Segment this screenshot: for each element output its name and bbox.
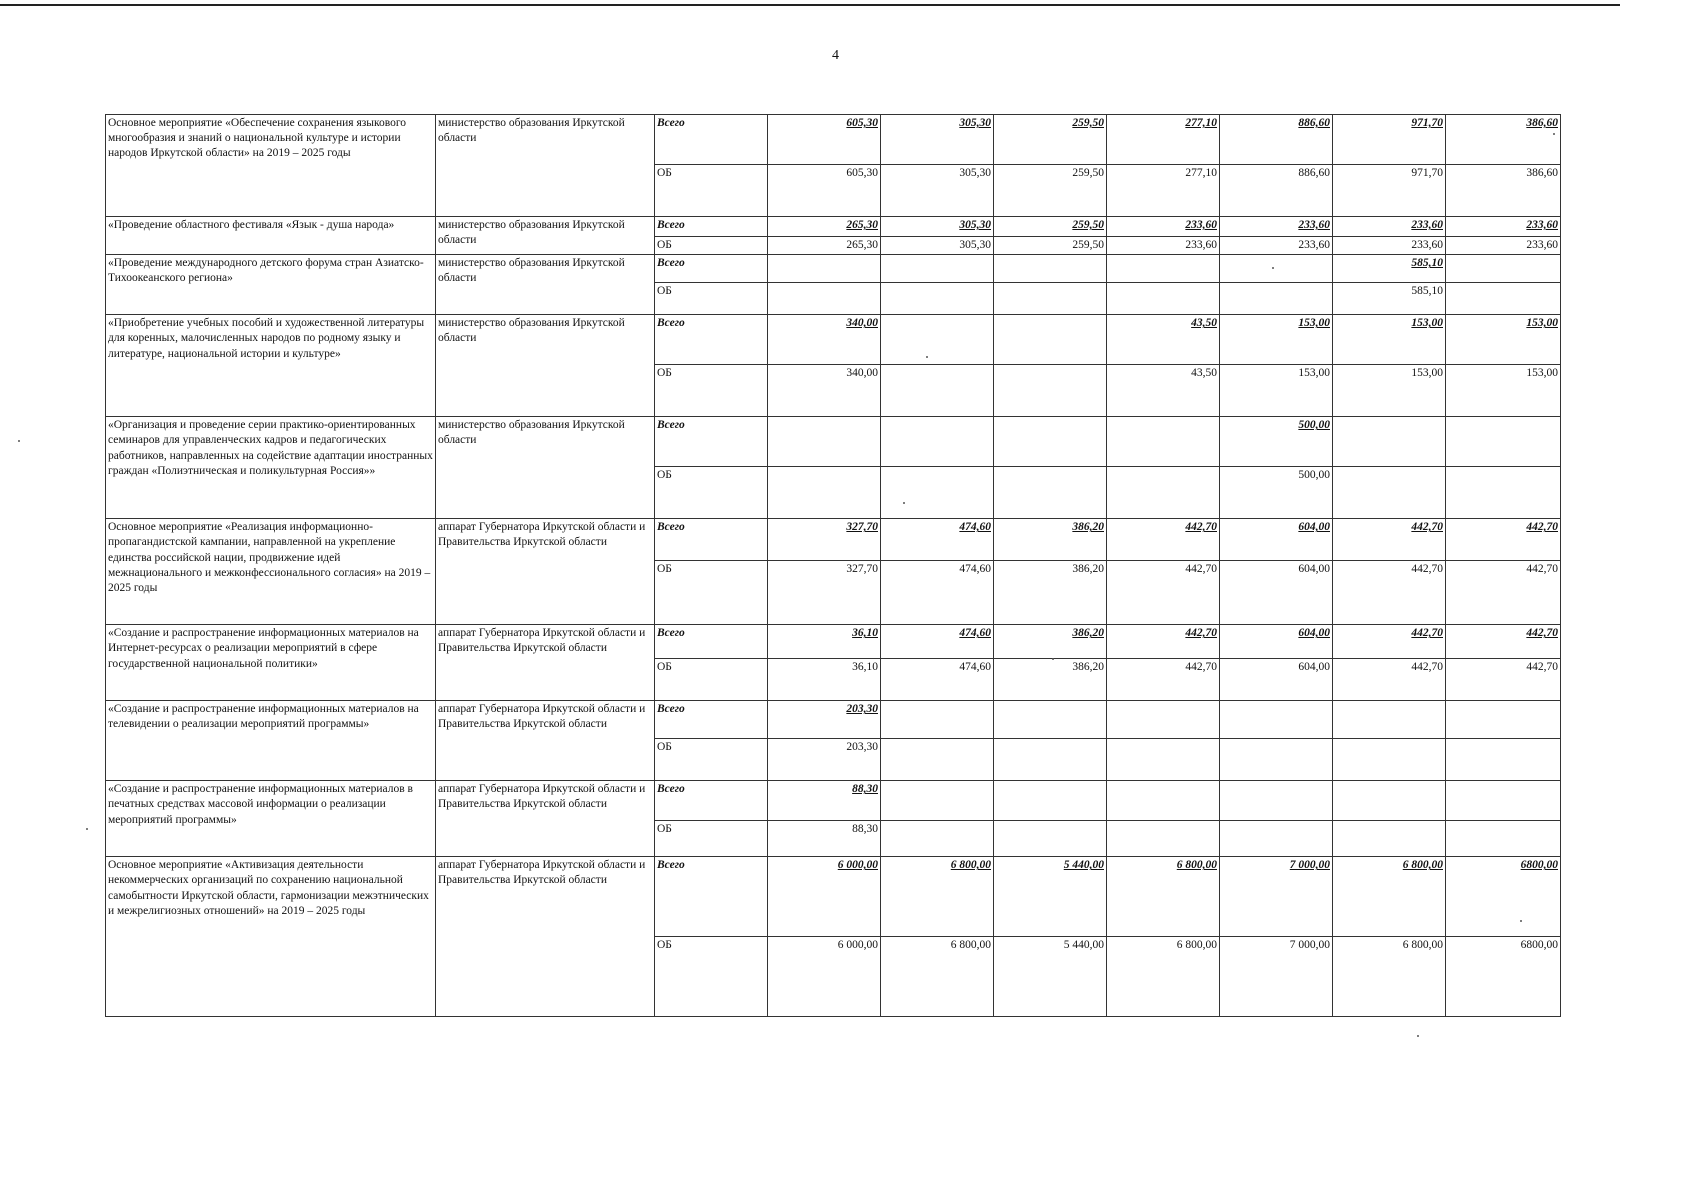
table-body bbox=[106, 115, 1561, 1017]
table-row bbox=[106, 701, 1561, 739]
ob-amount-cell: 153,00 bbox=[1220, 365, 1333, 417]
total-amount-cell bbox=[1333, 701, 1446, 739]
total-amount-cell: 305,30 bbox=[881, 115, 994, 165]
total-amount-cell: 265,30 bbox=[768, 217, 881, 237]
ob-amount-cell: 500,00 bbox=[1220, 467, 1333, 519]
total-amount-cell: 474,60 bbox=[881, 519, 994, 561]
total-amount-cell: 585,10 bbox=[1333, 255, 1446, 283]
total-amount-cell: 6 800,00 bbox=[1333, 857, 1446, 937]
ob-amount-cell: 305,30 bbox=[881, 165, 994, 217]
executor: министерство образования Иркутской области bbox=[436, 255, 655, 315]
activity-name: Основное мероприятие «Реализация информационно-пропагандистской кампании, направленной на укрепление единства российской нации, продвижение идей межнационального и межконфессионального согласия» на 2019 – 2025 годы bbox=[106, 519, 436, 625]
ob-amount-cell: 442,70 bbox=[1446, 659, 1561, 701]
total-amount-cell: 88,30 bbox=[768, 781, 881, 821]
ob-amount-cell: 604,00 bbox=[1220, 561, 1333, 625]
ob-amount-cell: 386,20 bbox=[994, 659, 1107, 701]
ob-amount-cell: 36,10 bbox=[768, 659, 881, 701]
table-row bbox=[106, 857, 1561, 937]
total-amount-cell: 203,30 bbox=[768, 701, 881, 739]
funding-source-total-label: Всего bbox=[655, 115, 768, 165]
table-row bbox=[106, 115, 1561, 165]
ob-amount-cell: 7 000,00 bbox=[1220, 937, 1333, 1017]
ob-amount-cell bbox=[768, 467, 881, 519]
ob-amount-cell: 259,50 bbox=[994, 237, 1107, 255]
total-amount-cell bbox=[994, 781, 1107, 821]
funding-source-total-label: Всего bbox=[655, 701, 768, 739]
total-amount-cell: 442,70 bbox=[1333, 625, 1446, 659]
ob-amount-cell: 6 800,00 bbox=[1107, 937, 1220, 1017]
ob-amount-cell: 340,00 bbox=[768, 365, 881, 417]
total-amount-cell: 886,60 bbox=[1220, 115, 1333, 165]
executor: аппарат Губернатора Иркутской области и Правительства Иркутской области bbox=[436, 625, 655, 701]
ob-amount-cell bbox=[881, 739, 994, 781]
activity-name: «Создание и распространение информационных материалов в печатных средствах массовой информации о реализации мероприятий программы» bbox=[106, 781, 436, 857]
total-amount-cell: 6800,00 bbox=[1446, 857, 1561, 937]
ob-amount-cell bbox=[1446, 467, 1561, 519]
total-amount-cell: 7 000,00 bbox=[1220, 857, 1333, 937]
total-amount-cell: 442,70 bbox=[1333, 519, 1446, 561]
ob-amount-cell bbox=[1220, 739, 1333, 781]
ob-amount-cell: 386,20 bbox=[994, 561, 1107, 625]
ob-amount-cell bbox=[1220, 283, 1333, 315]
ob-amount-cell bbox=[881, 467, 994, 519]
total-amount-cell: 386,60 bbox=[1446, 115, 1561, 165]
total-amount-cell bbox=[1220, 701, 1333, 739]
funding-source-total-label: Всего bbox=[655, 781, 768, 821]
total-amount-cell: 442,70 bbox=[1107, 519, 1220, 561]
total-amount-cell: 36,10 bbox=[768, 625, 881, 659]
budget-table bbox=[105, 114, 1561, 1017]
ob-amount-cell bbox=[1446, 821, 1561, 857]
activity-name: «Создание и распространение информационных материалов на Интернет-ресурсах о реализации мероприятий в сфере государственной национальной политики» bbox=[106, 625, 436, 701]
total-amount-cell bbox=[1333, 417, 1446, 467]
ob-amount-cell: 442,70 bbox=[1333, 659, 1446, 701]
total-amount-cell: 259,50 bbox=[994, 115, 1107, 165]
funding-source-ob-label: ОБ bbox=[655, 165, 768, 217]
ob-amount-cell bbox=[1333, 739, 1446, 781]
funding-source-total-label: Всего bbox=[655, 857, 768, 937]
funding-source-total-label: Всего bbox=[655, 315, 768, 365]
total-amount-cell: 153,00 bbox=[1333, 315, 1446, 365]
funding-source-ob-label: ОБ bbox=[655, 283, 768, 315]
top-rule bbox=[0, 4, 1620, 6]
ob-amount-cell bbox=[1446, 283, 1561, 315]
total-amount-cell bbox=[1107, 255, 1220, 283]
funding-source-ob-label: ОБ bbox=[655, 561, 768, 625]
ob-amount-cell: 233,60 bbox=[1333, 237, 1446, 255]
funding-source-ob-label: ОБ bbox=[655, 821, 768, 857]
table-row bbox=[106, 417, 1561, 467]
total-amount-cell: 233,60 bbox=[1220, 217, 1333, 237]
ob-amount-cell: 305,30 bbox=[881, 237, 994, 255]
total-amount-cell bbox=[1446, 701, 1561, 739]
ob-amount-cell bbox=[994, 467, 1107, 519]
ob-amount-cell: 442,70 bbox=[1333, 561, 1446, 625]
ob-amount-cell: 6 000,00 bbox=[768, 937, 881, 1017]
funding-source-total-label: Всего bbox=[655, 217, 768, 237]
ob-amount-cell bbox=[1220, 821, 1333, 857]
activity-name: «Проведение областного фестиваля «Язык - душа народа» bbox=[106, 217, 436, 255]
total-amount-cell: 442,70 bbox=[1107, 625, 1220, 659]
executor: аппарат Губернатора Иркутской области и Правительства Иркутской области bbox=[436, 701, 655, 781]
ob-amount-cell: 442,70 bbox=[1107, 561, 1220, 625]
funding-source-ob-label: ОБ bbox=[655, 237, 768, 255]
executor: министерство образования Иркутской области bbox=[436, 315, 655, 417]
table-row bbox=[106, 255, 1561, 283]
ob-amount-cell bbox=[1107, 821, 1220, 857]
ob-amount-cell: 265,30 bbox=[768, 237, 881, 255]
funding-source-total-label: Всего bbox=[655, 417, 768, 467]
ob-amount-cell: 6800,00 bbox=[1446, 937, 1561, 1017]
total-amount-cell bbox=[1107, 417, 1220, 467]
ob-amount-cell: 153,00 bbox=[1333, 365, 1446, 417]
funding-source-total-label: Всего bbox=[655, 625, 768, 659]
ob-amount-cell: 474,60 bbox=[881, 561, 994, 625]
ob-amount-cell bbox=[881, 283, 994, 315]
total-amount-cell bbox=[881, 315, 994, 365]
activity-name: Основное мероприятие «Обеспечение сохранения языкового многообразия и знаний о национальной культуре и истории народов Иркутской области» на 2019 – 2025 годы bbox=[106, 115, 436, 217]
total-amount-cell: 153,00 bbox=[1446, 315, 1561, 365]
total-amount-cell: 233,60 bbox=[1333, 217, 1446, 237]
total-amount-cell: 233,60 bbox=[1446, 217, 1561, 237]
ob-amount-cell: 327,70 bbox=[768, 561, 881, 625]
total-amount-cell: 6 000,00 bbox=[768, 857, 881, 937]
executor: министерство образования Иркутской области bbox=[436, 115, 655, 217]
ob-amount-cell: 233,60 bbox=[1107, 237, 1220, 255]
ob-amount-cell: 442,70 bbox=[1446, 561, 1561, 625]
ob-amount-cell bbox=[994, 739, 1107, 781]
ob-amount-cell bbox=[1333, 467, 1446, 519]
ob-amount-cell: 88,30 bbox=[768, 821, 881, 857]
ob-amount-cell bbox=[881, 365, 994, 417]
activity-name: «Приобретение учебных пособий и художественной литературы для коренных, малочисленных народов по родному языку и литературе, национальной истории и культуре» bbox=[106, 315, 436, 417]
total-amount-cell bbox=[1446, 417, 1561, 467]
total-amount-cell bbox=[1446, 781, 1561, 821]
funding-source-ob-label: ОБ bbox=[655, 659, 768, 701]
ob-amount-cell: 153,00 bbox=[1446, 365, 1561, 417]
ob-amount-cell bbox=[768, 283, 881, 315]
total-amount-cell: 259,50 bbox=[994, 217, 1107, 237]
total-amount-cell: 604,00 bbox=[1220, 625, 1333, 659]
executor: аппарат Губернатора Иркутской области и Правительства Иркутской области bbox=[436, 857, 655, 1017]
total-amount-cell: 474,60 bbox=[881, 625, 994, 659]
total-amount-cell bbox=[1220, 781, 1333, 821]
ob-amount-cell bbox=[1107, 283, 1220, 315]
activity-name: «Организация и проведение серии практико-ориентированных семинаров для управленческих кадров и педагогических работников, направленных на содействие адаптации иностранных граждан «Полиэтническая и поликультурная Россия»» bbox=[106, 417, 436, 519]
page-number: 4 bbox=[832, 48, 839, 63]
total-amount-cell: 340,00 bbox=[768, 315, 881, 365]
total-amount-cell bbox=[768, 417, 881, 467]
activity-name: Основное мероприятие «Активизация деятельности некоммерческих организаций по сохранению национальной самобытности Иркутской области, гармонизации межэтнических и межрелигиозных отношений» на 2019 – 2025 годы bbox=[106, 857, 436, 1017]
ob-amount-cell: 6 800,00 bbox=[881, 937, 994, 1017]
table-row bbox=[106, 781, 1561, 821]
ob-amount-cell: 43,50 bbox=[1107, 365, 1220, 417]
total-amount-cell bbox=[881, 255, 994, 283]
ob-amount-cell bbox=[994, 365, 1107, 417]
total-amount-cell bbox=[1446, 255, 1561, 283]
total-amount-cell: 327,70 bbox=[768, 519, 881, 561]
ob-amount-cell bbox=[1333, 821, 1446, 857]
total-amount-cell: 604,00 bbox=[1220, 519, 1333, 561]
executor: министерство образования Иркутской области bbox=[436, 217, 655, 255]
total-amount-cell bbox=[1107, 701, 1220, 739]
funding-source-total-label: Всего bbox=[655, 519, 768, 561]
total-amount-cell: 6 800,00 bbox=[881, 857, 994, 937]
ob-amount-cell: 474,60 bbox=[881, 659, 994, 701]
total-amount-cell bbox=[994, 315, 1107, 365]
ob-amount-cell: 605,30 bbox=[768, 165, 881, 217]
total-amount-cell: 605,30 bbox=[768, 115, 881, 165]
ob-amount-cell: 233,60 bbox=[1220, 237, 1333, 255]
ob-amount-cell: 6 800,00 bbox=[1333, 937, 1446, 1017]
activity-name: «Создание и распространение информационных материалов на телевидении о реализации мероприятий программы» bbox=[106, 701, 436, 781]
ob-amount-cell: 277,10 bbox=[1107, 165, 1220, 217]
total-amount-cell bbox=[1220, 255, 1333, 283]
total-amount-cell: 153,00 bbox=[1220, 315, 1333, 365]
ob-amount-cell: 233,60 bbox=[1446, 237, 1561, 255]
funding-source-ob-label: ОБ bbox=[655, 365, 768, 417]
total-amount-cell: 500,00 bbox=[1220, 417, 1333, 467]
total-amount-cell bbox=[881, 417, 994, 467]
activity-name: «Проведение международного детского форума стран Азиатско-Тихоокеанского региона» bbox=[106, 255, 436, 315]
total-amount-cell bbox=[1333, 781, 1446, 821]
ob-amount-cell: 5 440,00 bbox=[994, 937, 1107, 1017]
total-amount-cell bbox=[881, 781, 994, 821]
total-amount-cell: 277,10 bbox=[1107, 115, 1220, 165]
table-row bbox=[106, 217, 1561, 237]
ob-amount-cell bbox=[994, 283, 1107, 315]
total-amount-cell bbox=[994, 701, 1107, 739]
funding-source-ob-label: ОБ bbox=[655, 937, 768, 1017]
executor: аппарат Губернатора Иркутской области и Правительства Иркутской области bbox=[436, 781, 655, 857]
total-amount-cell bbox=[768, 255, 881, 283]
ob-amount-cell: 886,60 bbox=[1220, 165, 1333, 217]
total-amount-cell: 233,60 bbox=[1107, 217, 1220, 237]
total-amount-cell: 5 440,00 bbox=[994, 857, 1107, 937]
ob-amount-cell bbox=[994, 821, 1107, 857]
funding-source-ob-label: ОБ bbox=[655, 739, 768, 781]
total-amount-cell: 386,20 bbox=[994, 519, 1107, 561]
ob-amount-cell bbox=[1107, 467, 1220, 519]
total-amount-cell bbox=[994, 417, 1107, 467]
ob-amount-cell: 259,50 bbox=[994, 165, 1107, 217]
total-amount-cell: 305,30 bbox=[881, 217, 994, 237]
table-row bbox=[106, 625, 1561, 659]
ob-amount-cell: 442,70 bbox=[1107, 659, 1220, 701]
funding-source-total-label: Всего bbox=[655, 255, 768, 283]
ob-amount-cell: 585,10 bbox=[1333, 283, 1446, 315]
total-amount-cell: 971,70 bbox=[1333, 115, 1446, 165]
table-row bbox=[106, 519, 1561, 561]
total-amount-cell: 442,70 bbox=[1446, 625, 1561, 659]
funding-source-ob-label: ОБ bbox=[655, 467, 768, 519]
ob-amount-cell: 386,60 bbox=[1446, 165, 1561, 217]
ob-amount-cell: 203,30 bbox=[768, 739, 881, 781]
executor: аппарат Губернатора Иркутской области и Правительства Иркутской области bbox=[436, 519, 655, 625]
total-amount-cell: 442,70 bbox=[1446, 519, 1561, 561]
ob-amount-cell bbox=[1446, 739, 1561, 781]
table-row bbox=[106, 315, 1561, 365]
total-amount-cell bbox=[1107, 781, 1220, 821]
ob-amount-cell bbox=[1107, 739, 1220, 781]
total-amount-cell bbox=[994, 255, 1107, 283]
ob-amount-cell bbox=[881, 821, 994, 857]
ob-amount-cell: 971,70 bbox=[1333, 165, 1446, 217]
total-amount-cell bbox=[881, 701, 994, 739]
total-amount-cell: 6 800,00 bbox=[1107, 857, 1220, 937]
ob-amount-cell: 604,00 bbox=[1220, 659, 1333, 701]
total-amount-cell: 386,20 bbox=[994, 625, 1107, 659]
total-amount-cell: 43,50 bbox=[1107, 315, 1220, 365]
executor: министерство образования Иркутской области bbox=[436, 417, 655, 519]
